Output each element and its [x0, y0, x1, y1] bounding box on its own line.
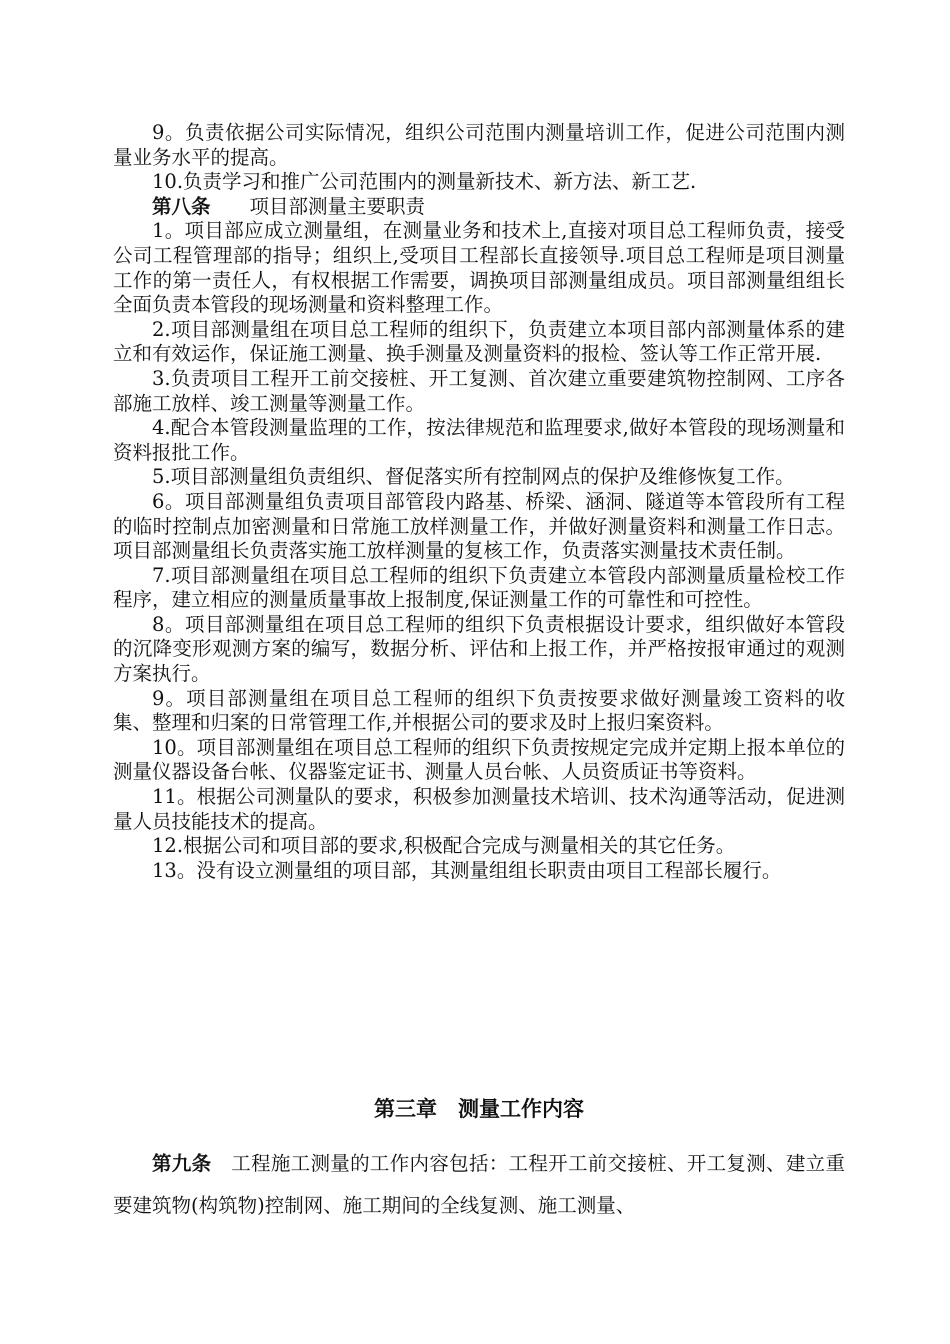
- paragraph-item-10: 10.负责学习和推广公司范围内的测量新技术、新方法、新工艺.: [152, 170, 697, 194]
- paragraph-item-9: 9。负责依据公司实际情况，组织公司范围内测量培训工作，促进公司范围内测量业务水平的提高。: [113, 121, 845, 169]
- article-8-item-8: 8。项目部测量组在项目总工程师的组织下负责根据设计要求，组织做好本管段的沉降变形观测方案的编写，数据分析、评估和上报工作，并严格按报审通过的观测方案执行。: [113, 612, 845, 686]
- article-8-item-11: 11。根据公司测量队的要求，积极参加测量技术培训、技术沟通等活动，促进测量人员技能技术的提高。: [113, 785, 845, 833]
- article-8-heading: [113, 195, 845, 220]
- article-8-title: 项目部测量主要职责: [249, 194, 426, 218]
- article-8-item-2: 2.项目部测量组在项目总工程师的组织下，负责建立本项目部内部测量体系的建立和有效运作，保证施工测量、换手测量及测量资料的报检、签认等工作正常开展.: [113, 317, 845, 366]
- article-8-item-12: 12.根据公司和项目部的要求,积极配合完成与测量相关的其它任务。: [152, 834, 736, 858]
- article-9-paragraph: [113, 1143, 845, 1227]
- article-8-item-7: 7.项目部测量组在项目总工程师的组织下负责建立本管段内部测量质量检校工作程序，建立相应的测量质量事故上报制度,保证测量工作的可靠性和可控性。: [113, 563, 845, 612]
- article-8-item-3: 3.负责项目工程开工前交接桩、开工复测、首次建立重要建筑物控制网、工序各部施工放样、竣工测量等测量工作。: [113, 366, 845, 415]
- article-8-label: 第八条: [152, 194, 211, 218]
- article-9-label: 第九条: [152, 1152, 212, 1175]
- article-8-item-4: 4.配合本管段测量监理的工作，按法律规范和监理要求,做好本管段的现场测量和资料报批工作。: [113, 416, 845, 464]
- article-9-text: 工程施工测量的工作内容包括：工程开工前交接桩、开工复测、建立重要建筑物(构筑物)控制网、施工期间的全线复测、施工测量、: [113, 1152, 845, 1217]
- document-body: [113, 121, 845, 883]
- article-8-item-9: 9。项目部测量组在项目总工程师的组织下负责按要求做好测量竣工资料的收集、整理和归案的日常管理工作,并根据公司的要求及时上报归案资料。: [113, 686, 845, 735]
- article-8-item-1: 1。项目部应成立测量组，在测量业务和技术上,直接对项目总工程师负责，接受公司工程管理部的指导；组织上,受项目工程部长直接领导.项目总工程师是项目测量工作的第一责任人，有权根据工作需要，调换项目部测量组成员。项目部测量组组长全面负责本管段的现场测量和资料整理工作。: [113, 219, 845, 317]
- article-8-item-5: 5.项目部测量组负责组织、督促落实所有控制网点的保护及维修恢复工作。: [152, 465, 795, 489]
- chapter-3-title: 第三章 测量工作内容: [374, 1096, 584, 1121]
- article-8-item-13: 13。没有设立测量组的项目部，其测量组组长职责由项目工程部长履行。: [152, 858, 782, 882]
- article-8-item-6: 6。项目部测量组负责项目部管段内路基、桥梁、涵洞、隧道等本管段所有工程的临时控制点加密测量和日常施工放样测量工作，并做好测量资料和测量工作日志。项目部测量组长负责落实施工放样测量的复核工作，负责落实测量技术责任制。: [113, 489, 845, 563]
- article-8-item-10: 10。项目部测量组在项目总工程师的组织下负责按规定完成并定期上报本单位的测量仪器设备台帐、仪器鉴定证书、测量人员台帐、人员资质证书等资料。: [113, 735, 845, 784]
